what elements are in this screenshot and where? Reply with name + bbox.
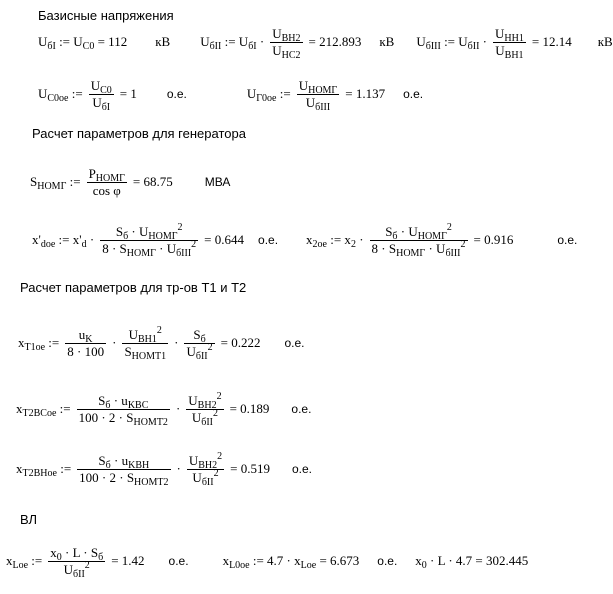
formula-row-oe: $U_{C0oe}$ := $\frac{U_{C0}}{U_{бI}}$ = 1 о.е. $U_{Г0oe}$ := $\frac{U_{НОМГ}}{U_{бIII}}$ = 1.137 о.е. (38, 77, 424, 113)
formula-row-xt1: $x_{T1oe}$ := $\frac{u_K}{8 \cdot 100}$ · $\frac{U_{ВН1}^2}{S_{НОМТ1}}$ · $\frac{S_б}{U_{бII}^2}$ = 0.222 о.е. (18, 324, 305, 362)
fraction: $\frac{U_{ВН2}}{U_{НС2}}$ (272, 25, 301, 61)
formula-row-xd-x2: $x'_{doe}$ := $x'_d$ · $\frac{S_б \cdot U_{НОМГ}^2}{8 \cdot S_{НОМГ} \cdot U_{бIII}^2}$ = 0.644 о.е. $x_{2oe}$ := $x_2$ · $\frac{S_б \cdot U_{НОМГ}^2}{8 \cdot S_{НОМГ} \cdot U_{бIII}^2}$ = 0.916 о.е. (32, 221, 578, 259)
unit-kv: кВ (155, 34, 171, 49)
heading-base-voltages: Базисные напряжения (38, 8, 174, 23)
formula-row-xt2bh: $x_{T2BHoe}$ := $\frac{S_б \cdot u_{KBH}}{100 \cdot 2 \cdot S_{НОМТ2}}$ · $\frac{U_{ВН2}^2}{U_{бII}^2}$ = 0.519 о.е. (16, 450, 312, 488)
formula-ub1: $U_{бI}$ := $U_{C0} = 112$ (38, 34, 128, 52)
formula-row-snomg: $S_{НОМГ}$ := $\frac{P_{НОМГ}}{\text{cos φ}}$ = 68.75 МВА (30, 165, 231, 198)
unit-kv: кВ (379, 34, 395, 49)
heading-generator: Расчет параметров для генератора (32, 126, 246, 141)
unit-kv: кВ (597, 34, 613, 49)
formula-row-xl: $x_{Loe}$ := $\frac{x_0 \cdot L \cdot S_б}{U_{бII}^2}$ = 1.42 о.е. $x_{L0oe}$ := $4.7 \cdot x_{Loe} = 6.673$ о.е. $x_0 \cdot L \cdot 4.7 = 302.445$ (6, 544, 529, 580)
heading-vl: ВЛ (20, 512, 38, 527)
formula-row-xt2bc: $x_{T2BCoe}$ := $\frac{S_б \cdot u_{KBC}}{100 \cdot 2 \cdot S_{НОМТ2}}$ · $\frac{U_{ВН2}^2}{U_{бII}^2}$ = 0.189 о.е. (16, 390, 312, 428)
formula-ub3: $U_{бIII}$ := $U_{бII}$ · (416, 34, 487, 52)
formula-row-base-voltages: $U_{бI}$ := $U_{C0} = 112$ кВ $U_{бII}$ := $U_{бI}$ · $\frac{U_{ВН2}}{U_{НС2}}$ = 212.893 кВ $U_{бIII}$ := $U_{бII}$ · $\frac{U_{НН1}}{U_{ВН1}}$ = 12.14 кВ (38, 25, 613, 61)
fraction: $\frac{U_{НН1}}{U_{ВН1}}$ (495, 25, 524, 61)
formula-ub2: $U_{бII}$ := $U_{бI}$ · (200, 34, 265, 52)
heading-transformers: Расчет параметров для тр-ов Т1 и Т2 (20, 280, 247, 295)
